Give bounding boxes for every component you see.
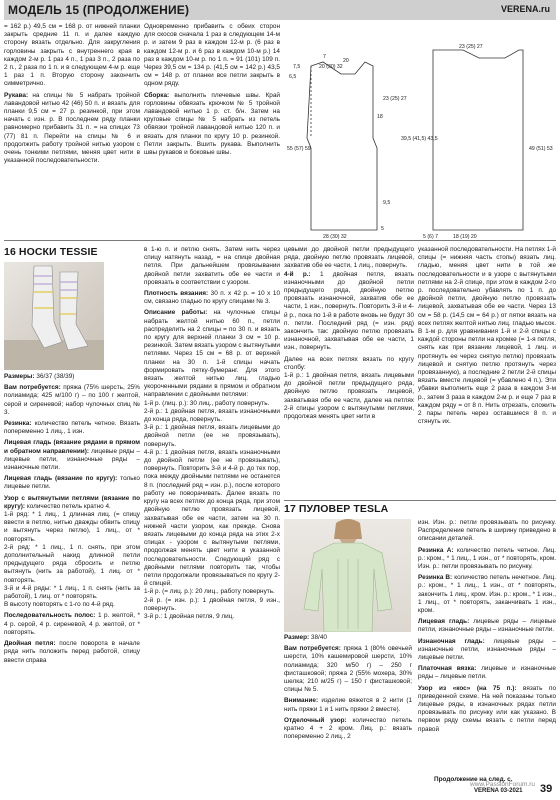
stockinette-paragraph <box>4 439 140 472</box>
heel-row-4b <box>284 271 414 353</box>
description-text: на чулочные спицы набрать желтой нитью 60 п., петли распределить на 2 спицы = по 30 п. и вязать по кругу для верхней планки 3 см = 10 р. резинкой. Затем вязать узором с вытянутыми петлями. Через 15 см = 68 р. от верхней планки на 30 п. 1-й спицы начать формировать пятку-бумеранг. Для этого вязать желтой нитью лиц. гладью укороченными рядами в прямом и обратном направлении с двойными петлями: <box>144 309 280 399</box>
materials-text: пряжа (75% шерсть, 25% полиамида; 425 м/100 г) – по 100 г желтой, серой и сиреневой; набор чулочных спиц № 3. <box>4 384 140 416</box>
assembly-label: Сборка: <box>144 91 170 99</box>
elongated-row-2: 2-й ряд: * 1 лиц., 1 п. снять, при этом дополнительный накид длинной петли предыдущего ряда сбросить и петлю вытянуть (нить за работой), 1 лиц. от * повторять. <box>4 543 140 584</box>
page-title: МОДЕЛЬ 15 (ПРОДОЛЖЕНИЕ) <box>8 3 190 17</box>
pullover-size-value: 38/40 <box>309 634 327 641</box>
rib-b-label: Резинка В: <box>418 574 453 582</box>
schema-label: 23 (25) 27 <box>459 44 483 50</box>
schema-label: 7 <box>323 54 326 60</box>
sleeves-label: Рукава: <box>4 91 29 99</box>
socks-column-1 <box>4 373 140 773</box>
size-value: 36/37 (38/39) <box>34 373 75 380</box>
socks-column-3 <box>284 246 414 498</box>
assembly-text: выполнить плечевые швы. Край горловины обвязать крючком № 5 тройной лавандовой нитью 1 р. ст. б/н. Затем на круговые спицы № 5 набрать из петель обвязки тройной лавандовой нитью 120 п. и вязать для планки по кругу 10 р. резинкой. Петли закрыть. Вшить рукава. Выполнить швы рукавов и боковые швы. <box>144 91 280 157</box>
schema-label: 7,5 <box>293 64 301 70</box>
pullover-size-label: Размер: <box>284 634 310 641</box>
schema-label: 9,5 <box>383 200 391 206</box>
stripes-label: Последовательность полос: <box>4 612 96 620</box>
model15-sleeves-paragraph <box>4 92 140 166</box>
schema-label: 28 (30) 32 <box>323 234 347 240</box>
foot-and-toe-text: указанной последовательности. На петлях 1-й спицы (= нижняя часть стопы) вязать лиц. гладью, меняя цвет нити в той же последовательности и в узоре с вытянутыми петлями на 2-й спице, при этом в каждом 2-го р. последовательно убавлять по 1 п. до двойной петли, двойную петлю провязать лицевой, захватывая обе ее части. Через 13 см = 58 р. (14,5 см = 64 р.) от пятки вязать на всех петлях желтой нитью лиц. гладью мысок. В 1-м р. для уравнивания 1-й и 2-й спицы с каждой стороны петли на кромке (= 1-я петля, снять как при вязании лицевой, 1 лиц. и протянуть ее через снятую петлю) провязать лицевой и снятую петлю протянуть через провязанную), а последние 2 петли 2-й спицы вязать вместе лицевой (= убавлено 4 п.). Эти убавки выполнить еще 2 раза в каждом 3-м р., затем 3 раза в каждом 2-м р. и еще 7 раз в каждом ряду = от 8 п. Нить отрезать, сложить 2 пары петель через оставшиеся 8 п. и стянуть их. <box>418 246 556 426</box>
finishing-pattern-label: Отделочный узор: <box>284 716 347 724</box>
rib-b-paragraph <box>418 574 556 615</box>
elongated-label: Узор с вытянутыми петлями (вязание по кругу): <box>4 494 140 510</box>
pullover-column-1 <box>284 634 412 774</box>
pullover-materials-text: пряжа 1 (80% овечьей шерсти, 10% кашемировой шерсти, 10% полиамида; 320 м/50 г) – 250 г фисташковой; пряжа 2 (55% мохера, 30% шелка; 210 м/25 г) – 150 г фисташковой; спицы № 5. <box>284 645 412 694</box>
heel-row-5: 1-й р. (= лиц. р.): 20 лиц., работу повернуть. <box>144 588 275 596</box>
rib-paragraph <box>4 420 140 436</box>
schema-label: 39,5 (41,5) 43,5 <box>401 136 438 142</box>
gauge-paragraph <box>144 290 280 306</box>
double-stitch-text: после поворота в начале ряда нить положить перед работой, спицу ввести справа <box>4 640 140 664</box>
heel-cont-text: цевыми до двойной петли предыдущего ряда, двойную петлю провязать лицевой, захватив обе ее части, 1 лиц., повернуть. <box>284 246 414 270</box>
pullover-illustration <box>284 519 411 632</box>
cable-paragraph <box>418 685 556 734</box>
attention-label: Внимание: <box>284 697 319 705</box>
garter-paragraph <box>418 665 556 681</box>
rib-a-paragraph <box>418 547 556 572</box>
section-divider <box>4 240 556 241</box>
finishing-pattern-text: количество петель кратно 4 + 2 кром. Лиц. р.: вязать попеременно 2 лиц., 2 <box>284 716 412 741</box>
double-stitch-cont: в 1-ю п. и петлю снять. Затем нить через спицу натянуть назад, = на спице двойная петля. При дальнейшем провязывании двойной петли захватить обе ее части и провязать в соответствии с узором. <box>144 246 280 286</box>
pullover-pattern-cont: изн. Изн. р.: петли провязывать по рисунку. Распределение петель в ширину приведено в описании деталей. <box>418 519 556 543</box>
attention-paragraph <box>284 697 412 713</box>
round-intro: Далее на всех петлях вязать по кругу столбу: <box>284 355 414 371</box>
stripes-text: 1 р. желтой, * 4 р. серой, 4 р. сиреневой, 4 р. желтой, от * повторять. <box>4 612 140 636</box>
socks-column-4 <box>418 246 556 498</box>
page-number: 39 <box>540 783 553 795</box>
schema-label: 55 (57) 59 <box>287 146 311 152</box>
heel-row-7: 3-й р.: 1 двойная петля, 9 лиц. <box>144 612 235 620</box>
pullover-size-paragraph <box>284 634 412 642</box>
elongated-text: количество петель кратно 4. <box>25 502 111 510</box>
rib-a-label: Резинка А: <box>418 546 454 554</box>
section-divider <box>284 500 556 501</box>
rib-a-text: количество петель четное. Лиц. р.: кром., * 1 лиц., 1 изн., от * повторять, кром. Изн. р.: петли провязывать по рисунку. <box>418 546 556 571</box>
schema-label: 18 <box>377 114 383 120</box>
model15-text-neckline: = 162 р.) 49,5 см = 168 р. от нижней планки закрыть средние 11 п. и далее каждую сторону вязать отдельно. Для закругления горловины закрыть с внутреннего края в каждом 2-м р. 1 раз 4 п., 1 раз 3 п., 2 раза по 2 п., 2 раза по 1 п. и в следующем 4-м р. еще 1 раз 1 п. Вторую сторону закончить симметрично. <box>4 23 140 88</box>
model15-column-2 <box>144 23 280 233</box>
elongated-pattern-paragraph <box>4 495 140 511</box>
stockinette-round-label: Лицевая гладь (вязание по кругу): <box>4 475 118 483</box>
stockinette-label-2: Лицевая гладь: <box>418 618 470 626</box>
site-name: VERENA.ru <box>500 4 550 14</box>
stockinette-round-text: только лицевые петли. <box>4 475 140 491</box>
socks-section-title: 16 НОСКИ TESSIE <box>4 246 98 258</box>
row-4-text: 1 двойная петля, вязать изнаночными до двойной петли предыдущего ряда, двойную петлю провязать изнаночной, захватив обе ее части, 1 изн., повернуть. Повторить 3-й и 4-й р., пока по 1-й в работе вновь не будут 30 п. петли. Последний ряд (= изн. ряд) закончить так: двойную петлю провязать изнаночной, захватывая обе ее части, 1 изн., повернуть. <box>284 270 414 352</box>
double-stitch-paragraph <box>4 640 140 665</box>
elongated-repeat: В высоту повторять с 1-го по 4-й ряд. <box>4 601 115 609</box>
reverse-stockinette-paragraph <box>418 638 556 663</box>
heel-row-2: 2-й р.: 1 двойная петля, вязать изнаночными до конца ряда, повернуть. <box>144 407 280 424</box>
size-paragraph <box>4 373 140 381</box>
gauge-text: 30 п. х 42 р. = 10 х 10 см, связано гладью по кругу спицами № 3. <box>144 290 280 306</box>
reverse-stockinette-text: лицевые ряды – изнаночные петли, изнаночные ряды – лицевые петли. <box>418 637 556 662</box>
pullover-section-title: 17 ПУЛОВЕР TESLA <box>284 503 389 515</box>
stockinette-label: Лицевая гладь (вязание рядами в прямом и обратном направлении): <box>4 439 140 455</box>
description-label: Описание работы: <box>144 309 208 317</box>
magazine-issue: VERENA 03-2021 <box>474 788 523 794</box>
finishing-pattern-paragraph <box>284 717 412 742</box>
schema-label: 49 (51) 53 <box>529 146 553 152</box>
schema-label: 18 (19) 20 <box>453 234 477 240</box>
stockinette-text: лицевые ряды – лицевые петли, изнаночные ряды – изнаночные петли. <box>4 447 140 472</box>
heel-row-4: 4-й р.: 1 двойная петля, вязать изнаночными до двойной петли (ее не провязывать), повернуть. Повторить 3-й и 4-й р. до тех пор, пока между двойными петлями не останется 8 п. (последний ряд = изн. р.), после которого работу не поворачивать. Далее вязать по кругу на всех петлях до конца ряда, при этом двойную петлю провязать лицевой, захватывая обе ее части, затем на 30 п. нижней части узором, как прежде. Снова вязать лицевыми до конца ряда на этих 2-х спицах - узором с вытянутыми петлями, продолжая менять цвет нити в указанной последовательности. Следующий ряд с двойными петлями повторить так, чтобы петли продолжали провязываться по кругу 2-й спицей. <box>144 448 280 588</box>
materials-paragraph <box>4 384 140 417</box>
heel-row-3: 3-й р.: 1 двойная петля, вязать лицевыми до двойной петли (ее не провязывать), повернуть. <box>144 424 280 448</box>
pullover-materials-label: Вам потребуется: <box>284 645 341 653</box>
model15-assembly-paragraph <box>144 92 280 158</box>
socks-illustration <box>4 262 104 370</box>
row-4-label: 4-й р.: <box>284 270 311 278</box>
cable-text: вязать по приведенной схеме. На ней показаны только лицевые ряды, в изнаночных рядах петли провязывать по рисунку или как указано. В первом ряду схемы вязать с петли перед правой <box>418 684 556 733</box>
heel-row-6: 2-й р. (= изн. р.): 1 двойная петля, 9 изн., повернуть. <box>144 596 280 612</box>
continued-note: Продолжение на след. с. <box>434 776 513 783</box>
model15-column-1 <box>4 23 140 233</box>
cable-label: Узор из «кос» (на 75 п.): <box>418 684 517 692</box>
rib-label: Резинка: <box>4 420 32 428</box>
stripes-paragraph <box>4 612 140 637</box>
heel-row-1: 1-й р. (лиц. р.): 30 лиц., работу повернуть. <box>144 399 270 407</box>
stockinette-paragraph-2 <box>418 618 556 634</box>
socks-photo <box>4 262 104 370</box>
rib-b-text: количество петель нечетное. Лиц. р.: кром., * 1 лиц., 1 изн., от * повторять, закончить 1 лиц., кром. Изн. р.: кром., * 1 изн., 1 лиц., от * повторять, заканчивать 1 изн., кром. <box>418 574 556 615</box>
pullover-materials-paragraph <box>284 645 412 694</box>
size-label: Размеры: <box>4 373 35 380</box>
schema-label: 20 <box>343 58 349 64</box>
gauge-label: Плотность вязания: <box>144 290 209 298</box>
description-paragraph <box>144 309 280 399</box>
attention-text: изделие вяжется в 2 нити (1 нить пряжи 1 и 1 нить пряжи 2 вместе). <box>284 697 412 713</box>
sleeves-text: на спицы № 5 набрать тройной лавандовой нитью 42 (46) 50 п. и вязать для планки 9,5 см = 27 р. резинкой, при этом начать с изн. р. В последнем ряду планки равномерно прибавить 31 п. = на спицах 73 (77) 81 п. Перейти на спицы № 6 и продолжить работу тройной нитью узором с очень тонкими петлями, меняя цвет нити в указанной последовательности. <box>4 91 140 165</box>
watermark-text: www.PassionForum.ru <box>470 781 536 788</box>
socks-column-2 <box>144 246 280 773</box>
garter-label: Платочная вязка: <box>418 665 477 673</box>
elongated-row-1: 1-й ряд: * 1 лиц., 1 длинная лиц. (= спицу ввести в петлю, нитью дважды обвить спицу и вытянуть через петлю), 1 лиц., от * повторять. <box>4 511 140 543</box>
elongated-row-3: 3-й и 4-й ряды: * 1 лиц., 1 п. снять (нить за работой), 1 лиц. от * повторять. <box>4 584 140 601</box>
round-row-1: 1-й р.: 1 двойная петля, вязать лицевыми до двойной петли предыдущего ряда, двойную петлю провязать лицевой, захватывая обе ее части, далее на петлях 2-й спицы узором с вытянутыми петлями, продолжая менять цвет нити в <box>284 372 414 421</box>
schema-label: 5 <box>381 226 384 232</box>
pullover-photo <box>284 519 411 632</box>
reverse-stockinette-label: Изнаночная гладь: <box>418 637 485 645</box>
rib-text: количество петель четное. Вязать попеременно 1 лиц., 1 изн. <box>4 420 140 436</box>
double-stitch-label: Двойная петля: <box>4 640 56 648</box>
materials-label: Вам потребуется: <box>4 384 61 392</box>
pullover-column-2 <box>418 519 556 775</box>
schema-label: 20 (30) 32 <box>319 64 343 70</box>
model15-text-increase: Одновременно прибавить с обеих сторон для скосов сначала 1 раз в следующем 14-м р. и затем 9 раз в каждом 12-м р. (6 раз в каждом 12-м р. и 6 раз в каждом 10-м р.) 14 раз в каждом 10-м р. по 1 п. = 91 (101) 109 п. Через 39,5 см = 134 р. (41,5 см = 142 р.) 43,5 см = 148 р. от планки все петли закрыть в одном ряду. <box>144 23 280 88</box>
garter-text: лицевые и изнаночные ряды – лицевые петли. <box>418 665 556 681</box>
pattern-schema <box>283 40 556 242</box>
stockinette-round-paragraph <box>4 475 140 491</box>
schema-label: 5 (6) 7 <box>423 234 438 240</box>
page-header <box>4 0 556 20</box>
schema-label: 23 (25) 27 <box>383 96 407 102</box>
schema-label: 6,5 <box>289 74 297 80</box>
stockinette-text-2: лицевые ряды – лицевые петли, изнаночные ряды – изнаночные петли. <box>418 618 556 634</box>
